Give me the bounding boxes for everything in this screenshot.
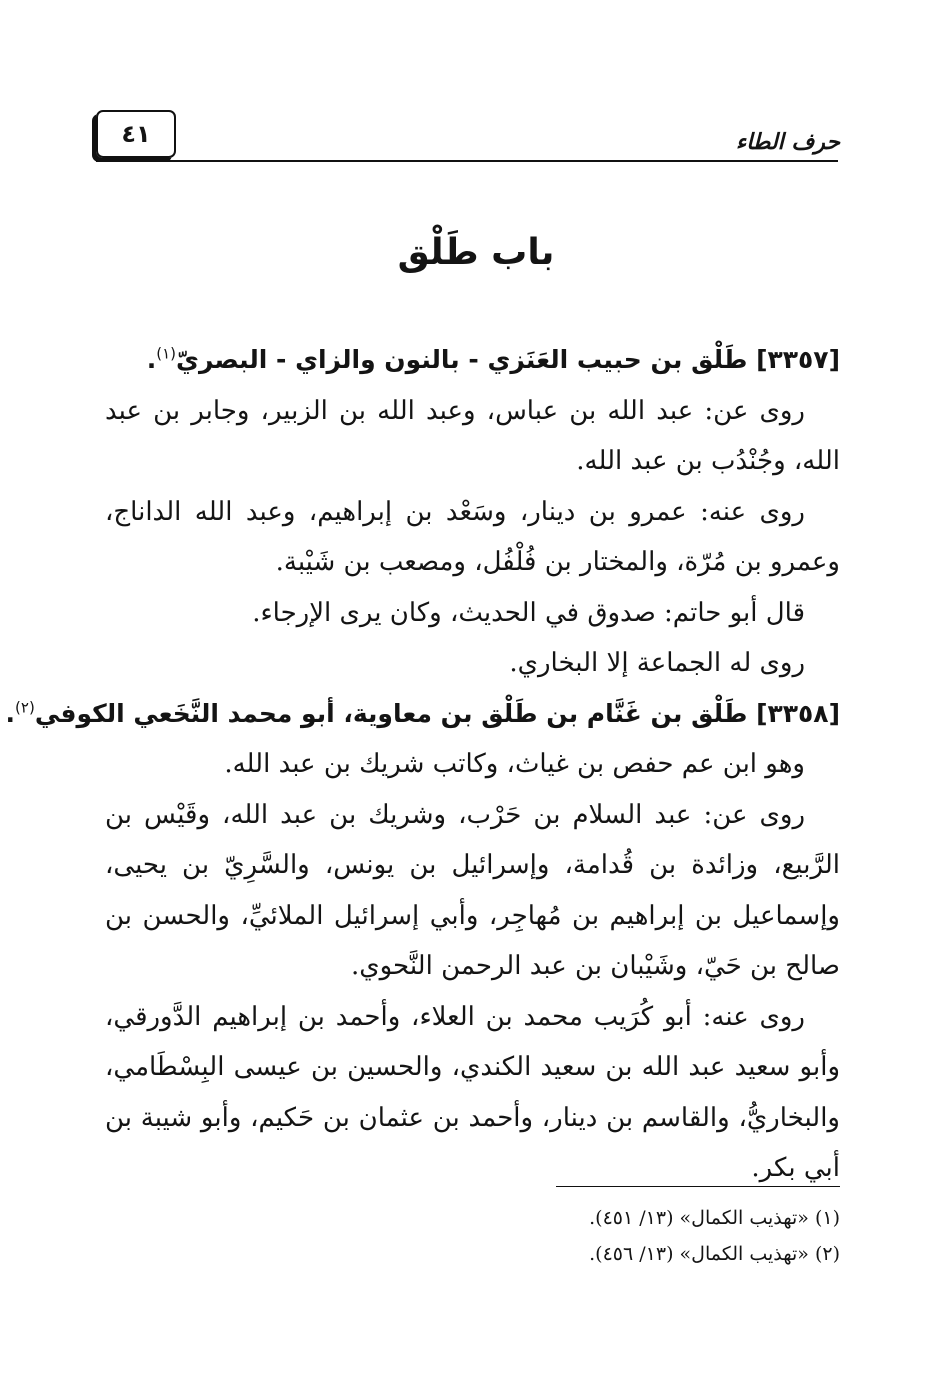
entry-title: [٣٣٥٨] طَلْق بن غَنَّام بن طَلْق بن معاوية، أبو محمد النَّخَعي الكوفي bbox=[34, 698, 840, 728]
footnote-ref: (١) bbox=[156, 344, 177, 363]
heading-end: . bbox=[146, 345, 157, 374]
paragraph: روى عنه: عمرو بن دينار، وسَعْد بن إبراهيم، وعبد الله الداناج، وعمرو بن مُرّة، والمختار بن فُلْفُل، ومصعب بن شَيْبة. bbox=[105, 496, 840, 577]
footnote-ref: (٢) bbox=[15, 698, 35, 717]
footnote-2: (٢) «تهذيب الكمال» (١٣/ ٤٥٦). bbox=[589, 1243, 840, 1265]
page-number: ٤١ bbox=[121, 120, 151, 148]
main-text bbox=[5, 335, 840, 1194]
entry-heading-3357 bbox=[105, 335, 840, 386]
header-rule bbox=[96, 160, 838, 162]
entry-heading-3358 bbox=[5, 689, 840, 740]
footnote-rule bbox=[556, 1186, 840, 1187]
footnote-1: (١) «تهذيب الكمال» (١٣/ ٤٥١). bbox=[589, 1207, 840, 1229]
paragraph: قال أبو حاتم: صدوق في الحديث، وكان يرى الإرجاء. bbox=[252, 597, 805, 628]
entry-title: [٣٣٥٧] طَلْق بن حبيب العَنَزي - بالنون والزاي - البصريّ bbox=[176, 345, 840, 374]
running-title: حرف الطاء bbox=[735, 130, 840, 155]
heading-end: . bbox=[5, 698, 16, 728]
paragraph: روى عنه: أبو كُرَيب محمد بن العلاء، وأحمد بن إبراهيم الدَّورقي، وأبو سعيد عبد الله بن سعيد الكندي، والحسين بن عيسى البِسْطَامي، والبخاريُّ، والقاسم بن دينار، وأحمد بن عثمان بن حَكيم، وأبو شيبة بن أبي بكر. bbox=[105, 1001, 840, 1183]
paragraph: روى عن: عبد السلام بن حَرْب، وشريك بن عبد الله، وقَيْس بن الرَّبيع، وزائدة بن قُدامة، وإسرائيل بن يونس، والسَّرِيّ بن يحيى، وإسماعيل بن إبراهيم بن مُهاجِر، وأبي إسرائيل الملائيِّ، والحسن بن صالح بن حَيّ، وشَيْبان بن عبد الرحمن النَّحوي. bbox=[105, 799, 840, 981]
paragraph: روى له الجماعة إلا البخاري. bbox=[509, 648, 805, 678]
chapter-title: باب طَلْق bbox=[397, 232, 555, 273]
paragraph: روى عن: عبد الله بن عباس، وعبد الله بن الزبير، وجابر بن عبد الله، وجُنْدُب بن عبد الله. bbox=[105, 395, 840, 476]
footnotes bbox=[105, 1200, 840, 1272]
page-number-box bbox=[96, 110, 176, 158]
paragraph: وهو ابن عم حفص بن غياث، وكاتب شريك بن عبد الله. bbox=[224, 749, 805, 779]
